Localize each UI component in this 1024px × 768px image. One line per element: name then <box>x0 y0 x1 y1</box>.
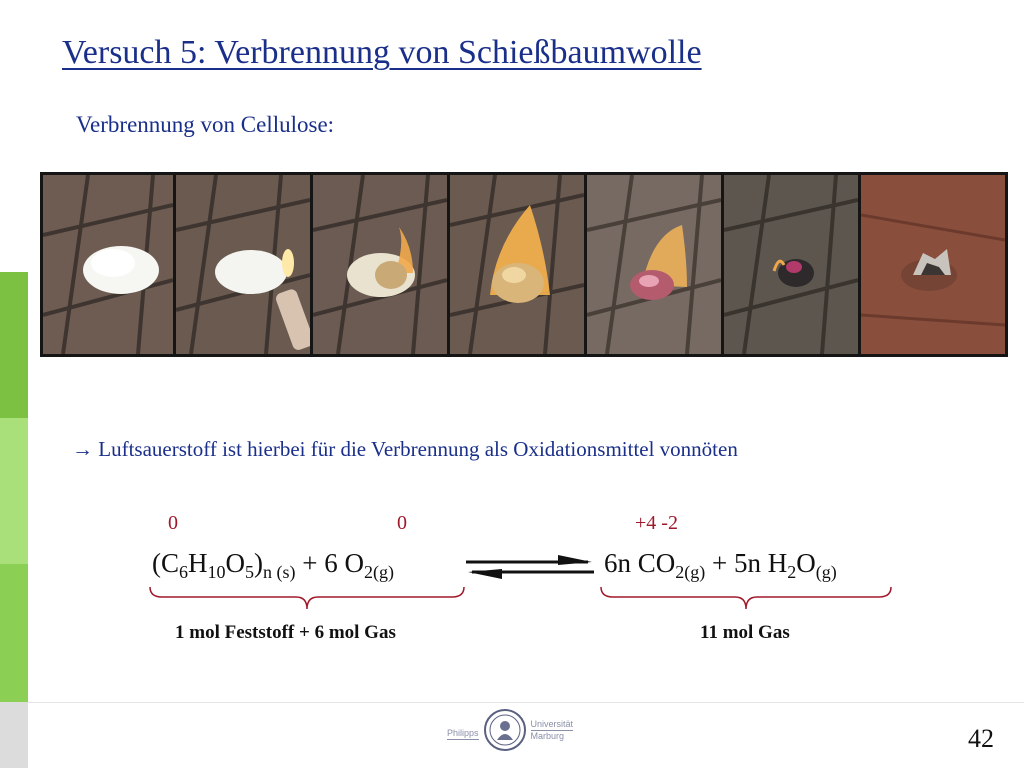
sidebar-accent <box>0 272 28 768</box>
oxidation-number-co2: +4 -2 <box>635 512 678 534</box>
slide-title: Versuch 5: Verbrennung von Schießbaumwolle <box>62 34 702 71</box>
oxidation-number-oxygen: 0 <box>397 512 407 534</box>
equation-reactants: $(C_6H_{10}O_5)_{n (s)} + 6$ $O_{2(g)}$ <box>152 548 394 582</box>
sidebar-block-1 <box>0 272 28 418</box>
sidebar-block-2 <box>0 418 28 564</box>
summary-products: 11 mol Gas <box>700 622 790 643</box>
logo-left-text: Philipps <box>447 720 479 740</box>
university-seal-icon <box>483 708 527 752</box>
summary-reactants: 1 mol Feststoff + 6 mol Gas <box>175 622 396 643</box>
brace-products <box>597 585 895 613</box>
slide-subtitle: Verbrennung von Cellulose: <box>76 112 335 137</box>
photo-flame-start <box>310 172 450 357</box>
note-text: Luftsauerstoff ist hierbei für die Verbrennung als Oxidationsmittel vonnöten <box>98 437 738 461</box>
oxidizer-note <box>72 437 738 462</box>
footer-divider <box>28 702 1024 703</box>
arrow-right-icon: → <box>72 437 93 461</box>
oxidation-number-cellulose: 0 <box>168 512 178 534</box>
photo-charred-residue <box>721 172 861 357</box>
photo-burning <box>447 172 587 357</box>
photo-strip <box>40 172 1005 357</box>
photo-ash-remains <box>858 172 1008 357</box>
photo-burning-residue <box>584 172 724 357</box>
equilibrium-arrow-icon <box>462 553 598 581</box>
logo-right-text: Universität Marburg <box>530 718 574 741</box>
equation-products: 6n $CO_{2(g)} + 5n$ $H_2O_{(g)}$ <box>604 548 837 582</box>
brace-reactants <box>146 585 468 613</box>
photo-cotton-intact <box>40 172 176 357</box>
university-logo <box>447 708 573 752</box>
photo-ignition-with-lighter <box>173 172 313 357</box>
page-number: 42 <box>968 724 994 753</box>
sidebar-block-3 <box>0 564 28 702</box>
sidebar-block-4 <box>0 702 28 768</box>
